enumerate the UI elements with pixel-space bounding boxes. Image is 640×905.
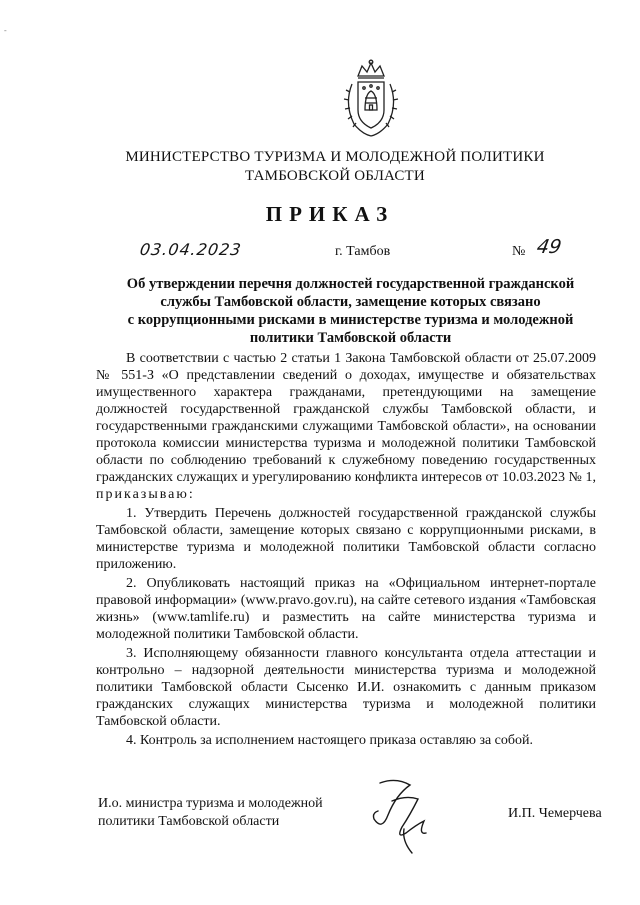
document-title: ПРИКАЗ xyxy=(265,202,395,226)
signer-name: И.П. Чемерчева xyxy=(508,806,602,821)
document-number: 49 xyxy=(535,236,564,258)
preamble-text: В соответствии с частью 2 статьи 1 Закона Тамбовской области от 25.07.2009 № 551-З «О представлении сведений о доходах, имуществе и обязательствах имущественного характера гражданами, претендующими на замещение должностей государственной гражданской службы Тамбовской области, и государственными гражданскими служащими Тамбовской области», на основании протокола комиссии министерства туризма и молодежной политики Тамбовской области по соблюдению требований к служебному поведению государственных гражданских служащих и урегулированию конфликта интересов от 10.03.2023 № 1, xyxy=(96,351,596,485)
subject-line: службы Тамбовской области, замещение которых связано xyxy=(160,294,541,310)
document-city: г. Тамбов xyxy=(335,244,391,259)
clause-3: 3. Исполняющему обязанности главного консультанта отдела аттестации и контрольно – надзорной деятельности министерства туризма и молодежной политики Тамбовской области Сысенко И.И. ознакомить с данным приказом гражданских служащих министерства туризма и молодежной политики Тамбовской области. xyxy=(96,646,596,729)
signer-position-line: политики Тамбовской области xyxy=(98,814,280,829)
document-number-label: № xyxy=(512,244,526,259)
signature-icon xyxy=(366,775,446,855)
subject-line: политики Тамбовской области xyxy=(249,330,452,346)
preamble-paragraph xyxy=(96,350,596,503)
order-word: приказываю: xyxy=(96,487,195,502)
document-date: 03.04.2023 xyxy=(138,240,243,259)
subject-line: Об утверждении перечня должностей государственной гражданской xyxy=(126,276,575,292)
ministry-name-line: ТАМБОВСКОЙ ОБЛАСТИ xyxy=(245,168,425,184)
clause-2: 2. Опубликовать настоящий приказ на «Официальном интернет-портале правовой информации» (www.pravo.gov.ru), на сайте сетевого издания «Тамбовская жизнь» (www.tamlife.ru) и разместить на сайте министерства туризма и молодежной политики Тамбовской области. xyxy=(96,576,596,642)
subject-line: с коррупционными рисками в министерстве туризма и молодежной xyxy=(127,312,574,328)
signer-position xyxy=(98,795,358,831)
coat-of-arms-icon xyxy=(340,58,402,138)
ministry-name xyxy=(120,148,550,186)
clause-1: 1. Утвердить Перечень должностей государственной гражданской службы Тамбовской области, замещение которых связано с коррупционными рисками, в министерстве туризма и молодежной политики Тамбовской области согласно приложению. xyxy=(96,506,596,572)
document-body xyxy=(96,350,596,751)
document-subject xyxy=(108,275,593,347)
ministry-name-line: МИНИСТЕРСТВО ТУРИЗМА И МОЛОДЕЖНОЙ ПОЛИТИКИ xyxy=(125,149,545,165)
corner-mark: - xyxy=(4,26,7,35)
clause-4: 4. Контроль за исполнением настоящего приказа оставляю за собой. xyxy=(126,733,534,748)
signer-position-line: И.о. министра туризма и молодежной xyxy=(98,796,323,811)
